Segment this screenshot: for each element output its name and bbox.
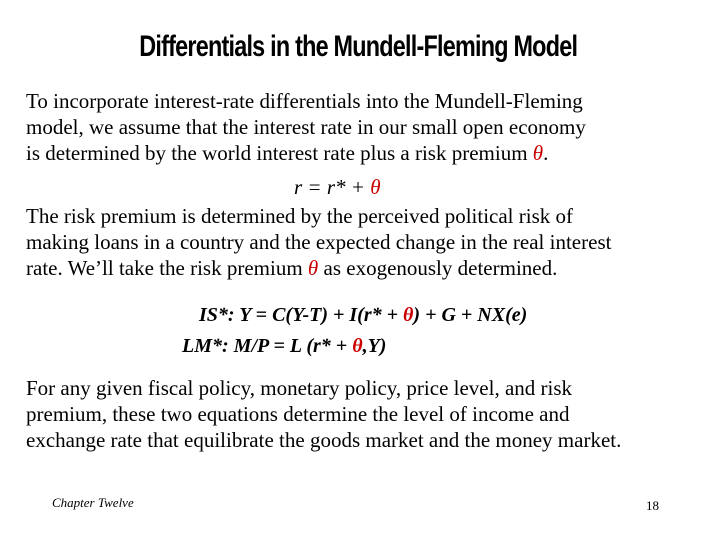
text-run: .: [543, 141, 549, 165]
paragraph-equilibrium-conclusion: [26, 375, 621, 453]
equation-text: r = r* +: [294, 175, 371, 199]
paragraph-line: exchange rate that equilibrate the goods market and the money market.: [26, 428, 622, 452]
paragraph-line: For any given fiscal policy, monetary policy, price level, and risk: [26, 376, 573, 400]
text-run: as exogenously determined.: [318, 256, 558, 280]
slide-title: Differentials in the Mundell-Fleming Model: [139, 30, 578, 63]
equation-text: LM*: M/P = L (r* +: [182, 335, 353, 357]
theta-symbol: θ: [403, 304, 414, 326]
text-run: is determined by the world interest rate plus a risk premium: [26, 141, 533, 165]
footer-page-number: 18: [646, 498, 659, 513]
text-run: rate. We’ll take the risk premium: [26, 256, 308, 280]
theta-symbol: θ: [352, 335, 363, 357]
equation-text: ) + G + NX(e): [413, 304, 528, 326]
paragraph-line: model, we assume that the interest rate in our small open economy: [26, 115, 586, 139]
paragraph-line: premium, these two equations determine the level of income and: [26, 402, 570, 426]
paragraph-line: making loans in a country and the expected change in the real interest: [26, 230, 612, 254]
paragraph-line: [26, 140, 586, 166]
footer-chapter-label: Chapter Twelve: [52, 495, 134, 510]
equation-text: ,Y): [362, 335, 387, 357]
theta-symbol: θ: [370, 175, 381, 199]
lm-star-equation: [182, 333, 386, 359]
paragraph-line: The risk premium is determined by the perceived political risk of: [26, 204, 574, 228]
paragraph-line: [26, 255, 611, 281]
is-star-equation: [199, 302, 527, 328]
theta-symbol: θ: [532, 141, 544, 165]
paragraph-risk-premium-intro: [26, 88, 586, 166]
equation-text: IS*: Y = C(Y-T) + I(r* +: [199, 304, 404, 326]
theta-symbol: θ: [307, 256, 319, 280]
risk-premium-equation: [294, 174, 381, 200]
paragraph-risk-premium-determinants: [26, 203, 611, 281]
paragraph-line: To incorporate interest-rate differentials into the Mundell-Fleming: [26, 89, 583, 113]
